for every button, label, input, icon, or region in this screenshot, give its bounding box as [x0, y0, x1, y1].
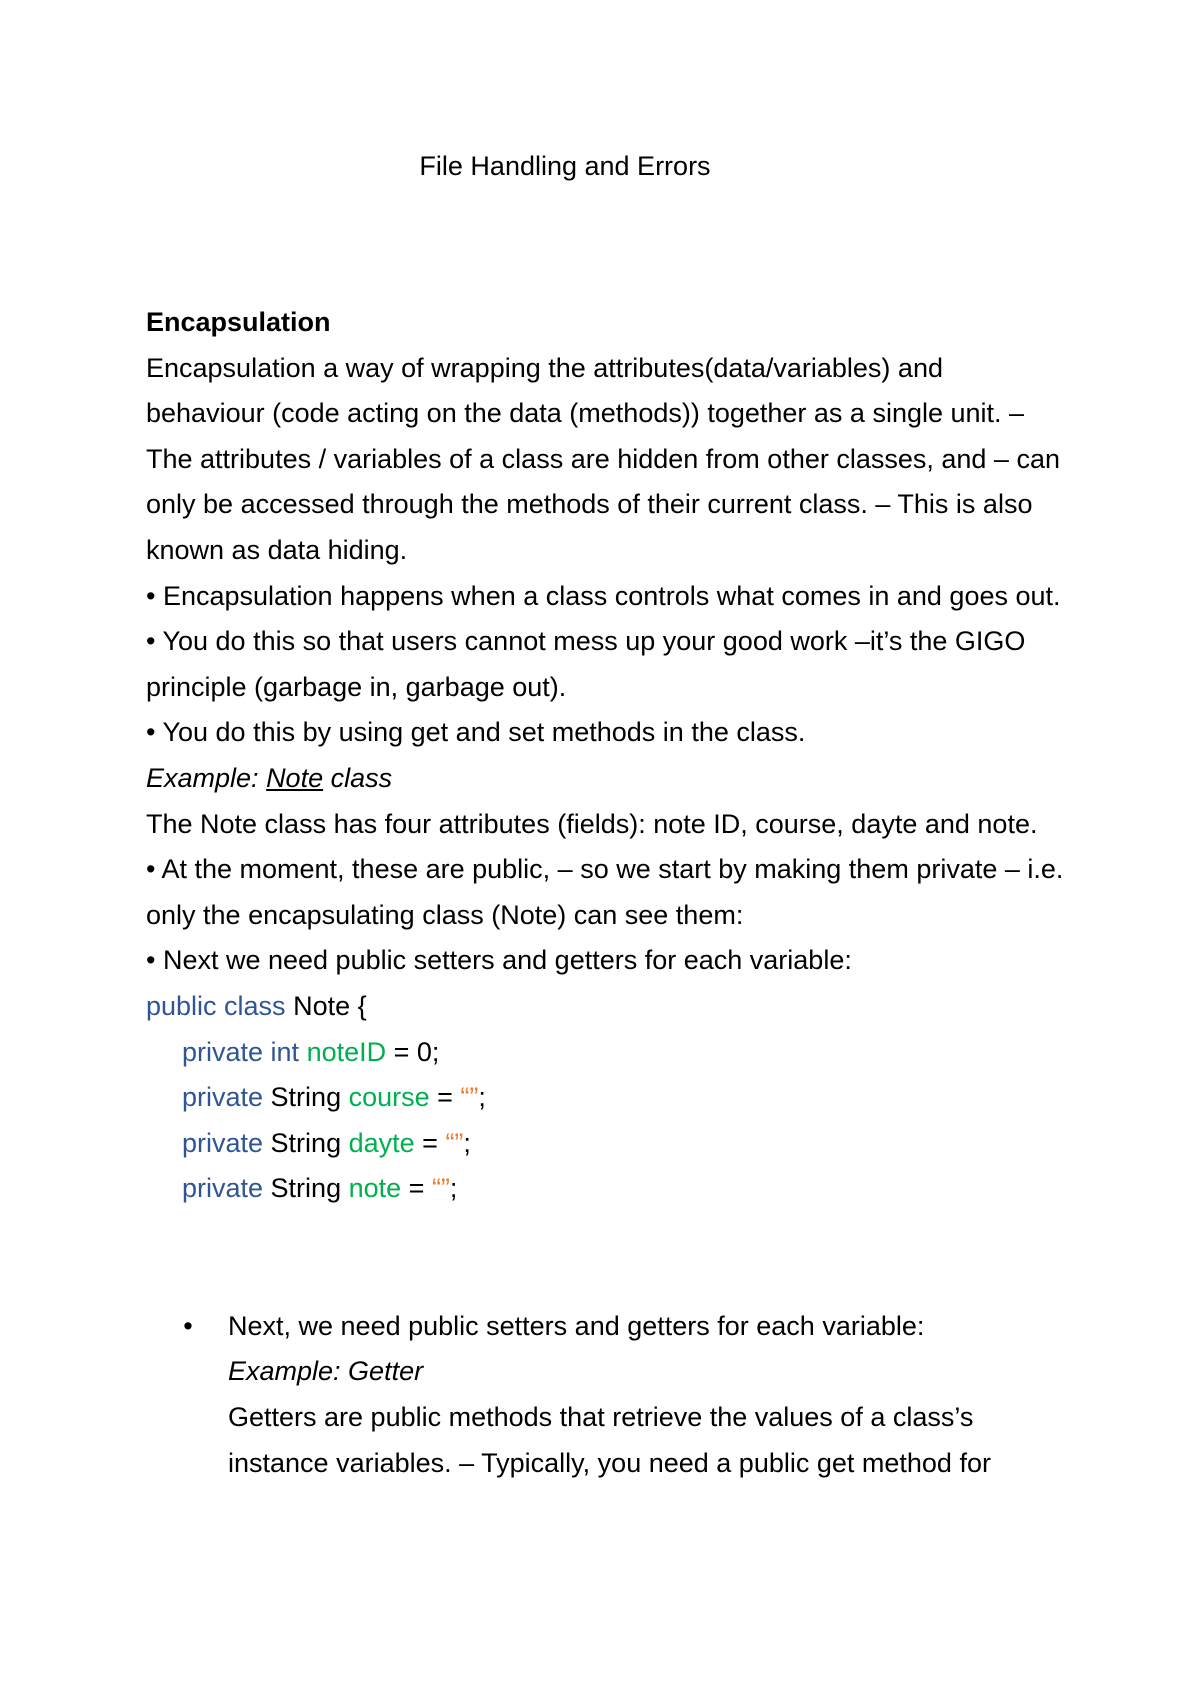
- example-class-name: Note: [266, 762, 324, 793]
- code-equals: =: [414, 1127, 446, 1158]
- code-type: String: [263, 1082, 349, 1113]
- bullet-paragraph-4: • At the moment, these are public, – so we start by making them private – i.e. only the encapsulating class (Note) can see them:: [146, 854, 1064, 930]
- code-end: ;: [463, 1127, 471, 1158]
- example-suffix: class: [323, 762, 393, 793]
- document-body: [146, 300, 1066, 1486]
- code-end: ;: [478, 1082, 486, 1113]
- getter-example-caption: Example: Getter: [228, 1356, 424, 1387]
- bullet-paragraph-3: • You do this by using get and set methods in the class.: [146, 717, 806, 748]
- bullet-paragraph-1: • Encapsulation happens when a class controls what comes in and goes out.: [146, 580, 1061, 611]
- list-item-body: [182, 1304, 1066, 1486]
- code-keyword: private: [182, 1173, 264, 1204]
- code-line-noteid: [146, 1030, 1066, 1076]
- code-variable: dayte: [348, 1127, 415, 1158]
- list-item: [146, 1304, 1066, 1486]
- example-caption: [146, 756, 1066, 802]
- code-text: = 0;: [386, 1036, 440, 1067]
- code-string: “”: [431, 1173, 450, 1204]
- section-heading: Encapsulation: [146, 307, 331, 337]
- bullet-paragraph-5: • Next we need public setters and getters for each variable:: [146, 945, 852, 976]
- code-keyword: private: [182, 1082, 264, 1113]
- code-line-dayte: [146, 1121, 1066, 1167]
- code-string: “”: [445, 1127, 464, 1158]
- code-string: “”: [460, 1082, 479, 1113]
- code-line-class: [146, 984, 1066, 1030]
- code-equals: =: [401, 1173, 432, 1204]
- list-item-text: Next, we need public setters and getters for each variable:: [228, 1310, 925, 1341]
- code-equals: =: [429, 1082, 461, 1113]
- code-end: ;: [449, 1173, 458, 1204]
- document-title: File Handling and Errors: [419, 151, 711, 181]
- code-variable: note: [348, 1173, 402, 1204]
- note-description: The Note class has four attributes (fields): note ID, course, dayte and note.: [146, 808, 1038, 839]
- code-line-note: [146, 1166, 1066, 1212]
- bullet-icon: •: [183, 1310, 193, 1341]
- example-prefix: Example:: [146, 762, 267, 793]
- code-keyword: private: [182, 1127, 264, 1158]
- code-space: [299, 1037, 307, 1067]
- spacer: [146, 1212, 1066, 1304]
- code-type: String: [263, 1173, 349, 1204]
- code-keyword: public class: [146, 990, 286, 1021]
- code-line-course: [146, 1075, 1066, 1121]
- code-variable: course: [348, 1082, 430, 1113]
- code-keyword: private int: [182, 1036, 300, 1067]
- getter-description: Getters are public methods that retrieve the values of a class’s instance variables. – Typically, you need a public get method for: [228, 1402, 991, 1478]
- intro-paragraph: Encapsulation a way of wrapping the attributes(data/variables) and behaviour (code acting on the data (methods)) together as a single unit. – The attributes / variables of a class are hidden from other classes, and – can only be accessed through the methods of their current class. – This is also known as data hiding.: [146, 352, 1060, 565]
- code-variable: noteID: [306, 1036, 387, 1067]
- code-text: Note {: [285, 990, 367, 1021]
- code-type: String: [263, 1127, 349, 1158]
- bullet-paragraph-2: • You do this so that users cannot mess up your good work –it’s the GIGO principle (garbage in, garbage out).: [146, 626, 1026, 702]
- code-block: [146, 984, 1066, 1212]
